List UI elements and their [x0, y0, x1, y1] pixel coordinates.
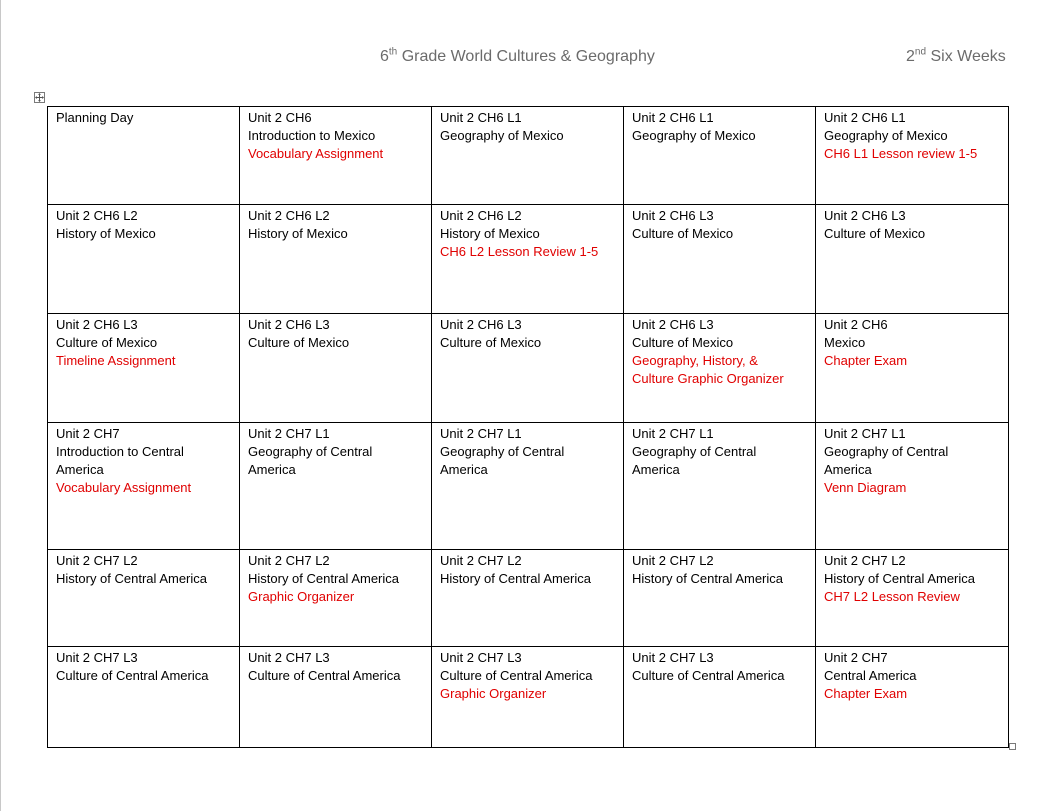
lesson-text: America	[824, 462, 872, 477]
lesson-text: Unit 2 CH6 L3	[632, 208, 714, 223]
day-cell[interactable]	[48, 107, 240, 205]
lesson-text: Unit 2 CH7 L3	[248, 650, 330, 665]
table-row	[48, 423, 1009, 550]
table-row	[48, 647, 1009, 748]
table-row	[48, 205, 1009, 314]
lesson-text: History of Central America	[632, 571, 783, 586]
lesson-text: Unit 2 CH7 L2	[56, 553, 138, 568]
lesson-text: Unit 2 CH7 L3	[440, 650, 522, 665]
lesson-text: Geography of Mexico	[632, 128, 756, 143]
lesson-text: Unit 2 CH6 L2	[440, 208, 522, 223]
day-cell[interactable]	[240, 647, 432, 748]
lesson-text: Mexico	[824, 335, 866, 350]
day-cell[interactable]	[240, 550, 432, 647]
lesson-text: Introduction to Central	[56, 444, 184, 459]
day-cell[interactable]	[48, 647, 240, 748]
day-cell[interactable]	[240, 205, 432, 314]
title-grade-number: 6	[380, 48, 389, 65]
lesson-text: Culture of Central America	[440, 668, 593, 683]
lesson-text: Unit 2 CH6 L3	[440, 317, 522, 332]
lesson-text: Unit 2 CH7 L1	[440, 426, 522, 441]
day-cell[interactable]	[624, 205, 816, 314]
table-resize-handle[interactable]	[1009, 743, 1016, 750]
lesson-text: History of Central America	[56, 571, 207, 586]
day-cell[interactable]	[624, 107, 816, 205]
day-cell[interactable]	[624, 423, 816, 550]
lesson-text: Culture of Central America	[632, 668, 785, 683]
period-text: Six Weeks	[926, 48, 1006, 65]
assignment-text: Chapter Exam	[824, 353, 908, 368]
lesson-text: Unit 2 CH6 L2	[56, 208, 138, 223]
assignment-text: Graphic Organizer	[248, 589, 355, 604]
lesson-text: History of Mexico	[440, 226, 540, 241]
lesson-text: America	[632, 462, 680, 477]
assignment-text: Chapter Exam	[824, 686, 908, 701]
lesson-text: Culture of Mexico	[824, 226, 926, 241]
assignment-text: CH6 L1 Lesson review 1-5	[824, 146, 978, 161]
lesson-text: Unit 2 CH6 L1	[632, 110, 714, 125]
day-cell[interactable]	[48, 423, 240, 550]
day-cell[interactable]	[816, 205, 1009, 314]
day-cell[interactable]	[816, 314, 1009, 423]
assignment-text: Graphic Organizer	[440, 686, 547, 701]
lesson-text: Unit 2 CH7 L2	[248, 553, 330, 568]
table-row	[48, 550, 1009, 647]
page-left-edge	[0, 0, 1, 811]
lesson-text: Unit 2 CH7 L3	[632, 650, 714, 665]
day-cell[interactable]	[624, 647, 816, 748]
lesson-text: History of Central America	[248, 571, 399, 586]
lesson-text: Unit 2 CH7	[56, 426, 120, 441]
lesson-text: Unit 2 CH6	[824, 317, 888, 332]
day-cell[interactable]	[240, 314, 432, 423]
day-cell[interactable]	[816, 423, 1009, 550]
assignment-text: Culture Graphic Organizer	[632, 371, 784, 386]
day-cell[interactable]	[48, 314, 240, 423]
lesson-text: Unit 2 CH7 L2	[632, 553, 714, 568]
lesson-text: Planning Day	[56, 110, 134, 125]
lesson-text: Unit 2 CH6 L3	[824, 208, 906, 223]
lesson-text: Unit 2 CH7 L3	[56, 650, 138, 665]
table-row	[48, 107, 1009, 205]
day-cell[interactable]	[48, 550, 240, 647]
lesson-text: Unit 2 CH6 L1	[440, 110, 522, 125]
day-cell[interactable]	[432, 107, 624, 205]
lesson-text: History of Central America	[824, 571, 975, 586]
lesson-text: Unit 2 CH7 L2	[824, 553, 906, 568]
lesson-text: Unit 2 CH6	[248, 110, 312, 125]
assignment-text: Vocabulary Assignment	[248, 146, 384, 161]
lesson-text: Culture of Mexico	[440, 335, 542, 350]
lesson-text: Culture of Mexico	[632, 226, 734, 241]
lesson-text: Unit 2 CH6 L3	[632, 317, 714, 332]
lesson-text: Introduction to Mexico	[248, 128, 376, 143]
period-suffix: nd	[914, 46, 927, 58]
page-title	[380, 48, 655, 66]
lesson-text: America	[56, 462, 104, 477]
day-cell[interactable]	[240, 107, 432, 205]
day-cell[interactable]	[432, 423, 624, 550]
grading-period	[906, 48, 1006, 66]
day-cell[interactable]	[816, 647, 1009, 748]
assignment-text: Geography, History, &	[632, 353, 758, 368]
lesson-text: Geography of Mexico	[824, 128, 948, 143]
assignment-text: Venn Diagram	[824, 480, 907, 495]
lesson-text: Culture of Central America	[56, 668, 209, 683]
day-cell[interactable]	[432, 647, 624, 748]
assignment-text: CH7 L2 Lesson Review	[824, 589, 960, 604]
lesson-text: Unit 2 CH7 L1	[248, 426, 330, 441]
lesson-plan-table	[47, 106, 1009, 748]
day-cell[interactable]	[432, 550, 624, 647]
assignment-text: CH6 L2 Lesson Review 1-5	[440, 244, 599, 259]
lesson-text: History of Central America	[440, 571, 591, 586]
day-cell[interactable]	[816, 550, 1009, 647]
lesson-text: Unit 2 CH7 L2	[440, 553, 522, 568]
assignment-text: Vocabulary Assignment	[56, 480, 192, 495]
lesson-text: Unit 2 CH6 L2	[248, 208, 330, 223]
lesson-text: Geography of Central	[824, 444, 949, 459]
day-cell[interactable]	[432, 205, 624, 314]
lesson-text: Unit 2 CH6 L1	[824, 110, 906, 125]
table-move-handle-icon[interactable]	[34, 92, 45, 103]
day-cell[interactable]	[432, 314, 624, 423]
table-row	[48, 314, 1009, 423]
lesson-text: Unit 2 CH6 L3	[248, 317, 330, 332]
lesson-text: Unit 2 CH7 L1	[824, 426, 906, 441]
lesson-text: Culture of Mexico	[632, 335, 734, 350]
lesson-text: Central America	[824, 668, 917, 683]
day-cell[interactable]	[624, 314, 816, 423]
assignment-text: Timeline Assignment	[56, 353, 176, 368]
title-grade-suffix: th	[388, 46, 398, 58]
lesson-text: America	[440, 462, 488, 477]
lesson-text: Geography of Mexico	[440, 128, 564, 143]
day-cell[interactable]	[816, 107, 1009, 205]
lesson-text: Unit 2 CH6 L3	[56, 317, 138, 332]
lesson-text: Unit 2 CH7 L1	[632, 426, 714, 441]
lesson-text: History of Mexico	[248, 226, 348, 241]
lesson-text: Geography of Central	[632, 444, 757, 459]
lesson-text: America	[248, 462, 296, 477]
lesson-text: Culture of Mexico	[56, 335, 158, 350]
lesson-text: Culture of Mexico	[248, 335, 350, 350]
period-number: 2	[906, 48, 915, 65]
day-cell[interactable]	[624, 550, 816, 647]
lesson-text: Geography of Central	[440, 444, 565, 459]
day-cell[interactable]	[48, 205, 240, 314]
lesson-text: History of Mexico	[56, 226, 156, 241]
lesson-text: Geography of Central	[248, 444, 373, 459]
title-text: Grade World Cultures & Geography	[397, 48, 655, 65]
lesson-text: Culture of Central America	[248, 668, 401, 683]
lesson-text: Unit 2 CH7	[824, 650, 888, 665]
day-cell[interactable]	[240, 423, 432, 550]
